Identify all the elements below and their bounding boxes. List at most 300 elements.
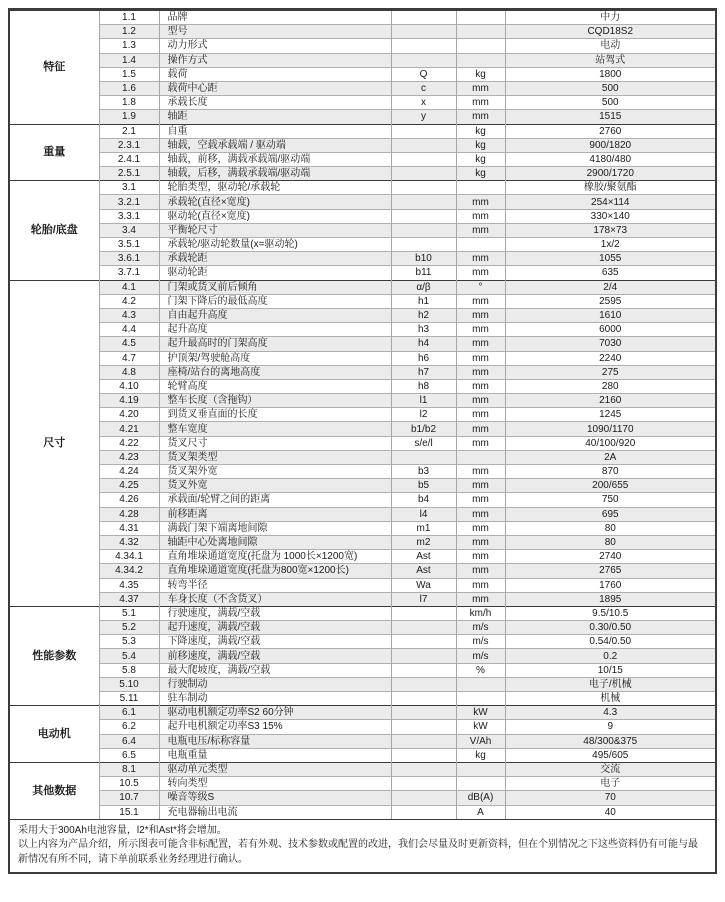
cell-description: 承载轮距: [159, 252, 391, 266]
cell-value: 9: [505, 720, 715, 734]
cell-value: 695: [505, 507, 715, 521]
cell-description: 起升最高时的门架高度: [159, 337, 391, 351]
cell-description: 整车长度（含拖钩）: [159, 394, 391, 408]
cell-index: 4.22: [99, 436, 159, 450]
cell-index: 4.34.1: [99, 550, 159, 564]
cell-unit: mm: [456, 550, 505, 564]
cell-unit: kg: [456, 748, 505, 762]
cell-unit: [456, 238, 505, 252]
cell-value: 2240: [505, 351, 715, 365]
cell-symbol: [391, 805, 456, 819]
cell-unit: mm: [456, 564, 505, 578]
cell-description: 驱动单元类型: [159, 762, 391, 776]
cell-value: 2900/1720: [505, 167, 715, 181]
cell-description: 自由起升高度: [159, 308, 391, 322]
cell-unit: m/s: [456, 635, 505, 649]
spec-row: [10, 578, 715, 592]
cell-index: 6.1: [99, 706, 159, 720]
cell-unit: [456, 39, 505, 53]
cell-description: 门架或货叉前后倾角: [159, 280, 391, 294]
cell-unit: mm: [456, 507, 505, 521]
cell-description: 自重: [159, 124, 391, 138]
cell-unit: mm: [456, 223, 505, 237]
spec-row: [10, 762, 715, 776]
cell-unit: mm: [456, 408, 505, 422]
cell-unit: kW: [456, 706, 505, 720]
cell-symbol: [391, 777, 456, 791]
spec-row: [10, 209, 715, 223]
cell-unit: mm: [456, 81, 505, 95]
cell-unit: mm: [456, 521, 505, 535]
spec-row: [10, 294, 715, 308]
cell-description: 货叉尺寸: [159, 436, 391, 450]
cell-unit: m/s: [456, 621, 505, 635]
cell-symbol: [391, 167, 456, 181]
cell-symbol: [391, 677, 456, 691]
cell-description: 轴载，空载承载端 / 驱动端: [159, 138, 391, 152]
cell-symbol: b1/b2: [391, 422, 456, 436]
spec-row: [10, 138, 715, 152]
cell-index: 2.1: [99, 124, 159, 138]
cell-value: 电子/机械: [505, 677, 715, 691]
cell-unit: [456, 181, 505, 195]
cell-description: 承载轮/驱动轮数量(x=驱动轮): [159, 238, 391, 252]
spec-row: [10, 408, 715, 422]
spec-row: [10, 152, 715, 166]
spec-row: [10, 493, 715, 507]
cell-description: 门架下降后的最低高度: [159, 294, 391, 308]
spec-row: [10, 465, 715, 479]
spec-row: [10, 39, 715, 53]
cell-value: 200/655: [505, 479, 715, 493]
spec-row: [10, 223, 715, 237]
cell-description: 到货叉垂直面的长度: [159, 408, 391, 422]
spec-row: [10, 663, 715, 677]
cell-value: 635: [505, 266, 715, 280]
cell-index: 4.37: [99, 592, 159, 606]
cell-value: 1090/1170: [505, 422, 715, 436]
cell-value: 80: [505, 535, 715, 549]
cell-index: 8.1: [99, 762, 159, 776]
cell-index: 4.19: [99, 394, 159, 408]
cell-index: 4.25: [99, 479, 159, 493]
cell-index: 4.35: [99, 578, 159, 592]
spec-row: [10, 110, 715, 124]
cell-index: 4.32: [99, 535, 159, 549]
spec-row: [10, 323, 715, 337]
cell-value: 10/15: [505, 663, 715, 677]
cell-unit: mm: [456, 337, 505, 351]
cell-symbol: Ast: [391, 550, 456, 564]
footnote-line: 采用大于300Ah电池容量，l2*和Ast*将会增加。: [18, 824, 227, 836]
cell-symbol: h2: [391, 308, 456, 322]
cell-value: 6000: [505, 323, 715, 337]
cell-unit: [456, 677, 505, 691]
cell-value: 1515: [505, 110, 715, 124]
cell-description: 下降速度，满载/空载: [159, 635, 391, 649]
spec-row: [10, 649, 715, 663]
cell-description: 噪音等级S: [159, 791, 391, 805]
cell-value: 2595: [505, 294, 715, 308]
cell-symbol: h4: [391, 337, 456, 351]
cell-description: 电瓶电压/标称容量: [159, 734, 391, 748]
cell-index: 6.2: [99, 720, 159, 734]
cell-description: 轴距: [159, 110, 391, 124]
cell-symbol: x: [391, 96, 456, 110]
cell-description: 货叉架外宽: [159, 465, 391, 479]
cell-description: 载荷: [159, 67, 391, 81]
cell-index: 4.24: [99, 465, 159, 479]
cell-unit: [456, 692, 505, 706]
cell-symbol: s/e/l: [391, 436, 456, 450]
cell-symbol: [391, 53, 456, 67]
cell-unit: [456, 25, 505, 39]
section-label: 性能参数: [10, 606, 99, 705]
cell-unit: mm: [456, 436, 505, 450]
cell-index: 4.8: [99, 365, 159, 379]
cell-value: CQD18S2: [505, 25, 715, 39]
cell-value: 900/1820: [505, 138, 715, 152]
cell-unit: mm: [456, 252, 505, 266]
cell-unit: mm: [456, 465, 505, 479]
cell-value: 橡胶/聚氨酯: [505, 181, 715, 195]
cell-symbol: [391, 748, 456, 762]
cell-description: 满载门架下端离地间隙: [159, 521, 391, 535]
section-label: 电动机: [10, 706, 99, 763]
cell-index: 15.1: [99, 805, 159, 819]
cell-unit: [456, 762, 505, 776]
cell-index: 5.3: [99, 635, 159, 649]
cell-value: 4.3: [505, 706, 715, 720]
spec-row: [10, 53, 715, 67]
cell-value: 2/4: [505, 280, 715, 294]
cell-description: 轴距中心处离地间隙: [159, 535, 391, 549]
cell-description: 行驶速度，满载/空载: [159, 606, 391, 620]
cell-index: 2.3.1: [99, 138, 159, 152]
cell-description: 最大爬坡度，满载/空载: [159, 663, 391, 677]
section-label: 尺寸: [10, 280, 99, 606]
cell-symbol: y: [391, 110, 456, 124]
cell-index: 3.7.1: [99, 266, 159, 280]
cell-unit: A: [456, 805, 505, 819]
cell-symbol: m2: [391, 535, 456, 549]
cell-description: 起升电机额定功率S3 15%: [159, 720, 391, 734]
spec-row: [10, 195, 715, 209]
spec-row: [10, 606, 715, 620]
spec-row: [10, 777, 715, 791]
cell-value: 2760: [505, 124, 715, 138]
cell-value: 7030: [505, 337, 715, 351]
cell-value: 275: [505, 365, 715, 379]
cell-symbol: [391, 606, 456, 620]
cell-unit: km/h: [456, 606, 505, 620]
spec-row: [10, 550, 715, 564]
cell-unit: mm: [456, 422, 505, 436]
cell-unit: mm: [456, 308, 505, 322]
spec-row: [10, 805, 715, 819]
spec-row: [10, 564, 715, 578]
cell-unit: mm: [456, 379, 505, 393]
cell-symbol: l2: [391, 408, 456, 422]
section-label: 重量: [10, 124, 99, 181]
cell-value: 中力: [505, 11, 715, 25]
cell-value: 1055: [505, 252, 715, 266]
spec-row: [10, 734, 715, 748]
cell-index: 2.5.1: [99, 167, 159, 181]
cell-symbol: b3: [391, 465, 456, 479]
cell-index: 4.1: [99, 280, 159, 294]
cell-value: 1800: [505, 67, 715, 81]
cell-value: 40: [505, 805, 715, 819]
cell-symbol: [391, 621, 456, 635]
cell-index: 5.10: [99, 677, 159, 691]
cell-symbol: l4: [391, 507, 456, 521]
spec-row: [10, 252, 715, 266]
cell-symbol: [391, 39, 456, 53]
cell-index: 2.4.1: [99, 152, 159, 166]
cell-unit: mm: [456, 351, 505, 365]
cell-index: 1.5: [99, 67, 159, 81]
cell-description: 转弯半径: [159, 578, 391, 592]
cell-index: 1.4: [99, 53, 159, 67]
spec-row: [10, 677, 715, 691]
cell-symbol: [391, 720, 456, 734]
footnote-line: 以上内容为产品介绍，所示图表可能含非标配置，若有外观、技术参数或配置的改进，我们会尽量及时更新资料，但在个别情况之下这些资料仍有可能与最新情况有所不同，请下单前联系业务经理进行确认。: [18, 839, 698, 865]
cell-unit: mm: [456, 323, 505, 337]
cell-index: 1.8: [99, 96, 159, 110]
cell-unit: [456, 777, 505, 791]
spec-row: [10, 351, 715, 365]
cell-unit: mm: [456, 592, 505, 606]
spec-row: [10, 479, 715, 493]
cell-value: 电子: [505, 777, 715, 791]
spec-row: [10, 592, 715, 606]
spec-row: [10, 96, 715, 110]
cell-unit: mm: [456, 96, 505, 110]
cell-description: 载荷中心距: [159, 81, 391, 95]
cell-index: 3.4: [99, 223, 159, 237]
cell-value: 2160: [505, 394, 715, 408]
cell-symbol: [391, 450, 456, 464]
cell-description: 轴载，后移，满载承载端/驱动端: [159, 167, 391, 181]
section-label: 特征: [10, 11, 99, 125]
section-label: 其他数据: [10, 762, 99, 818]
cell-symbol: [391, 152, 456, 166]
cell-index: 1.3: [99, 39, 159, 53]
cell-description: 电瓶重量: [159, 748, 391, 762]
cell-index: 10.7: [99, 791, 159, 805]
spec-row: [10, 748, 715, 762]
cell-value: 1245: [505, 408, 715, 422]
cell-description: 座椅/站台的离地高度: [159, 365, 391, 379]
cell-description: 起升速度，满载/空载: [159, 621, 391, 635]
cell-value: 1895: [505, 592, 715, 606]
cell-symbol: [391, 238, 456, 252]
cell-description: 车身长度（不含货叉）: [159, 592, 391, 606]
cell-symbol: [391, 663, 456, 677]
spec-row: [10, 521, 715, 535]
spec-row: [10, 266, 715, 280]
cell-description: 行驶制动: [159, 677, 391, 691]
cell-description: 承载轮(直径×宽度): [159, 195, 391, 209]
cell-symbol: [391, 734, 456, 748]
cell-symbol: [391, 209, 456, 223]
cell-description: 驱动电机额定功率S2 60分钟: [159, 706, 391, 720]
cell-unit: kW: [456, 720, 505, 734]
spec-row: [10, 379, 715, 393]
cell-index: 3.1: [99, 181, 159, 195]
cell-symbol: h1: [391, 294, 456, 308]
cell-description: 动力形式: [159, 39, 391, 53]
cell-index: 4.28: [99, 507, 159, 521]
cell-unit: m/s: [456, 649, 505, 663]
cell-unit: mm: [456, 479, 505, 493]
cell-value: 2765: [505, 564, 715, 578]
spec-row: [10, 11, 715, 25]
spec-row: [10, 635, 715, 649]
cell-index: 5.2: [99, 621, 159, 635]
spec-sheet: [8, 8, 717, 874]
spec-row: [10, 81, 715, 95]
cell-unit: [456, 450, 505, 464]
cell-symbol: h6: [391, 351, 456, 365]
cell-symbol: l1: [391, 394, 456, 408]
cell-description: 品牌: [159, 11, 391, 25]
cell-unit: mm: [456, 209, 505, 223]
spec-row: [10, 67, 715, 81]
spec-row: [10, 181, 715, 195]
cell-unit: mm: [456, 266, 505, 280]
spec-row: [10, 167, 715, 181]
cell-value: 495/605: [505, 748, 715, 762]
cell-symbol: [391, 25, 456, 39]
cell-index: 5.11: [99, 692, 159, 706]
cell-symbol: α/β: [391, 280, 456, 294]
spec-table: [10, 10, 715, 819]
spec-row: [10, 621, 715, 635]
spec-row: [10, 791, 715, 805]
cell-symbol: h8: [391, 379, 456, 393]
spec-row: [10, 238, 715, 252]
cell-value: 1x/2: [505, 238, 715, 252]
cell-symbol: [391, 791, 456, 805]
cell-index: 4.20: [99, 408, 159, 422]
cell-symbol: c: [391, 81, 456, 95]
cell-unit: kg: [456, 152, 505, 166]
cell-value: 0.54/0.50: [505, 635, 715, 649]
cell-description: 货叉外宽: [159, 479, 391, 493]
spec-row: [10, 720, 715, 734]
cell-description: 型号: [159, 25, 391, 39]
cell-value: 电动: [505, 39, 715, 53]
cell-value: 0.2: [505, 649, 715, 663]
cell-unit: mm: [456, 294, 505, 308]
cell-description: 轮胎类型，驱动轮/承载轮: [159, 181, 391, 195]
cell-value: 站驾式: [505, 53, 715, 67]
cell-symbol: [391, 11, 456, 25]
cell-value: 178×73: [505, 223, 715, 237]
cell-value: 48/300&375: [505, 734, 715, 748]
cell-symbol: h7: [391, 365, 456, 379]
spec-row: [10, 535, 715, 549]
cell-index: 4.26: [99, 493, 159, 507]
spec-row: [10, 394, 715, 408]
spec-row: [10, 450, 715, 464]
section-label: 轮胎/底盘: [10, 181, 99, 280]
cell-index: 4.4: [99, 323, 159, 337]
cell-value: 1610: [505, 308, 715, 322]
cell-description: 直角堆垛通道宽度(托盘为 1000长×1200宽): [159, 550, 391, 564]
cell-description: 护顶架/驾驶舱高度: [159, 351, 391, 365]
cell-index: 3.2.1: [99, 195, 159, 209]
cell-description: 前移距离: [159, 507, 391, 521]
cell-symbol: l7: [391, 592, 456, 606]
cell-index: 1.2: [99, 25, 159, 39]
cell-value: 9.5/10.5: [505, 606, 715, 620]
spec-row: [10, 436, 715, 450]
cell-symbol: [391, 124, 456, 138]
cell-value: 0.30/0.50: [505, 621, 715, 635]
cell-value: 交流: [505, 762, 715, 776]
spec-table-body: [10, 11, 715, 819]
cell-value: 机械: [505, 692, 715, 706]
cell-description: 前移速度，满载/空载: [159, 649, 391, 663]
cell-index: 3.6.1: [99, 252, 159, 266]
cell-value: 870: [505, 465, 715, 479]
cell-value: 2A: [505, 450, 715, 464]
cell-description: 驻车制动: [159, 692, 391, 706]
cell-unit: V/Ah: [456, 734, 505, 748]
cell-symbol: m1: [391, 521, 456, 535]
cell-index: 4.10: [99, 379, 159, 393]
cell-index: 4.2: [99, 294, 159, 308]
cell-unit: mm: [456, 578, 505, 592]
cell-unit: [456, 11, 505, 25]
cell-description: 起升高度: [159, 323, 391, 337]
cell-symbol: Q: [391, 67, 456, 81]
spec-row: [10, 124, 715, 138]
cell-description: 转向类型: [159, 777, 391, 791]
cell-unit: mm: [456, 535, 505, 549]
cell-value: 80: [505, 521, 715, 535]
cell-symbol: [391, 762, 456, 776]
cell-index: 1.1: [99, 11, 159, 25]
cell-index: 3.5.1: [99, 238, 159, 252]
cell-description: 操作方式: [159, 53, 391, 67]
spec-row: [10, 308, 715, 322]
cell-description: 承载面/轮臂之间的距离: [159, 493, 391, 507]
cell-description: 平衡轮尺寸: [159, 223, 391, 237]
footnotes: [10, 819, 715, 873]
cell-index: 4.34.2: [99, 564, 159, 578]
spec-row: [10, 422, 715, 436]
cell-value: 40/100/920: [505, 436, 715, 450]
cell-symbol: [391, 195, 456, 209]
cell-unit: °: [456, 280, 505, 294]
cell-unit: kg: [456, 138, 505, 152]
cell-index: 4.23: [99, 450, 159, 464]
cell-symbol: Ast: [391, 564, 456, 578]
cell-value: 254×114: [505, 195, 715, 209]
cell-index: 5.4: [99, 649, 159, 663]
spec-row: [10, 706, 715, 720]
spec-row: [10, 507, 715, 521]
spec-row: [10, 692, 715, 706]
cell-symbol: b11: [391, 266, 456, 280]
cell-index: 4.3: [99, 308, 159, 322]
cell-symbol: [391, 223, 456, 237]
cell-value: 4180/480: [505, 152, 715, 166]
